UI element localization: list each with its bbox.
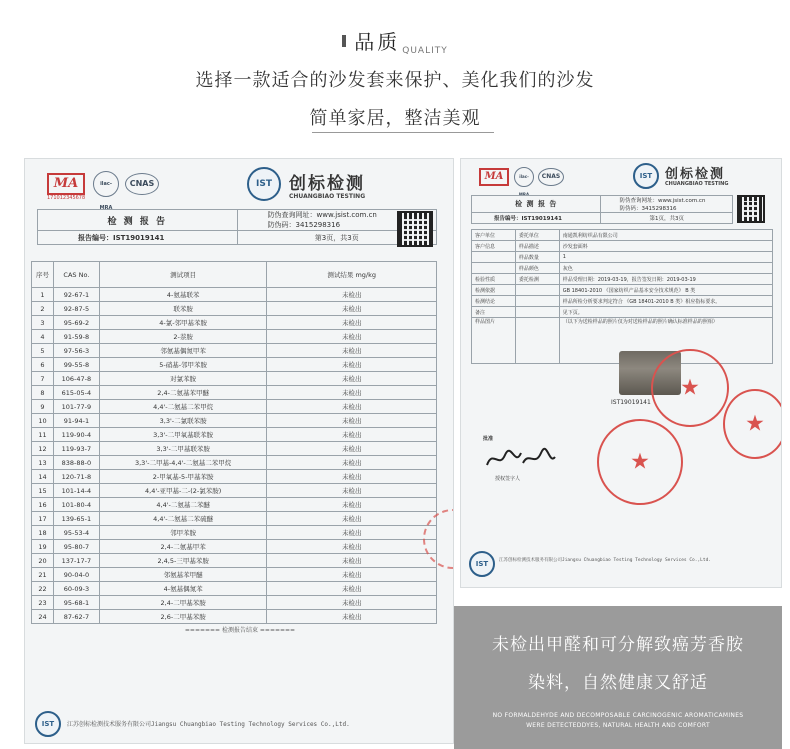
row-cas: 137-17-7 bbox=[53, 554, 99, 568]
row-index: 10 bbox=[32, 414, 54, 428]
overlay-en-1: NO FORMALDEHYDE AND DECOMPOSABLE CARCINOGENIC AROMATICAMINES bbox=[492, 712, 744, 719]
row-index: 16 bbox=[32, 498, 54, 512]
row-result: 未检出 bbox=[267, 512, 437, 526]
row-cas: 95-80-7 bbox=[53, 540, 99, 554]
row-cas: 91-94-1 bbox=[53, 414, 99, 428]
col-header-cas: CAS No. bbox=[53, 262, 99, 288]
table-row bbox=[32, 386, 437, 400]
ilac-logo-right: ilac-MRA bbox=[514, 167, 534, 187]
row-result: 未检出 bbox=[267, 400, 437, 414]
ist-logo-right: IST bbox=[633, 163, 659, 189]
report-header-table bbox=[37, 209, 437, 245]
row-result: 未检出 bbox=[267, 582, 437, 596]
row-index: 6 bbox=[32, 358, 54, 372]
red-seal-2 bbox=[723, 389, 782, 459]
row-index: 20 bbox=[32, 554, 54, 568]
row-index: 22 bbox=[32, 582, 54, 596]
info-row bbox=[472, 285, 773, 296]
row-item: 2,4-二氨基苯甲醚 bbox=[99, 386, 267, 400]
row-result: 未检出 bbox=[267, 568, 437, 582]
row-result: 未检出 bbox=[267, 414, 437, 428]
row-result: 未检出 bbox=[267, 498, 437, 512]
report-header-table-right bbox=[471, 195, 733, 224]
row-item: 4,4'-亚甲基-二-(2-氯苯胺) bbox=[99, 484, 267, 498]
page-info: 第3页，共3页 bbox=[237, 231, 437, 245]
row-index: 4 bbox=[32, 330, 54, 344]
info-label: 检测依据 bbox=[472, 285, 516, 296]
table-row bbox=[32, 498, 437, 512]
info-sublabel bbox=[515, 285, 559, 296]
brand-name-cn: 创标检测 bbox=[289, 174, 365, 194]
sample-info-table bbox=[471, 229, 773, 364]
row-cas: 92-67-1 bbox=[53, 288, 99, 302]
info-sublabel: 委托单位 bbox=[515, 230, 559, 241]
table-row bbox=[32, 568, 437, 582]
row-item: 4-氨基偶氮苯 bbox=[99, 582, 267, 596]
overlay-line-1: 未检出甲醛和可分解致癌芳香胺 bbox=[492, 635, 744, 655]
info-row bbox=[472, 274, 773, 285]
row-index: 8 bbox=[32, 386, 54, 400]
tagline-2: 简单家居，整洁美观 bbox=[309, 108, 481, 129]
row-cas: 90-04-0 bbox=[53, 568, 99, 582]
results-table bbox=[31, 261, 437, 624]
row-cas: 615-05-4 bbox=[53, 386, 99, 400]
info-sublabel: 样品数量 bbox=[515, 252, 559, 263]
row-index: 13 bbox=[32, 456, 54, 470]
info-value: （以下为送检样品的照片仅为对送检样品的照片确认标准样品的照相） bbox=[559, 318, 772, 364]
cnas-logo-right: CNAS bbox=[538, 168, 564, 186]
info-label: 样品图片 bbox=[472, 318, 516, 364]
info-label: 客户单位 bbox=[472, 230, 516, 241]
row-cas: 139-65-1 bbox=[53, 512, 99, 526]
sample-id: IST19019141 bbox=[611, 399, 651, 406]
col-header-item: 测试项目 bbox=[99, 262, 267, 288]
row-index: 24 bbox=[32, 610, 54, 624]
info-row bbox=[472, 307, 773, 318]
tagline-1: 选择一款适合的沙发套来保护、美化我们的沙发 bbox=[195, 70, 595, 91]
col-header-result: 测试结果 mg/kg bbox=[267, 262, 437, 288]
report-title: 检 测 报 告 bbox=[38, 210, 238, 231]
query-url-cell: 防伪查询网址：www.jsist.com.cn 防伪码：3415298316 bbox=[237, 210, 437, 231]
row-result: 未检出 bbox=[267, 344, 437, 358]
row-item: 4,4'-二氨基二苯甲烷 bbox=[99, 400, 267, 414]
row-result: 未检出 bbox=[267, 316, 437, 330]
row-cas: 92-87-5 bbox=[53, 302, 99, 316]
row-item: 邻甲苯胺 bbox=[99, 526, 267, 540]
footer-ist-logo: IST bbox=[35, 711, 61, 737]
row-result: 未检出 bbox=[267, 484, 437, 498]
table-row bbox=[32, 372, 437, 386]
table-row bbox=[32, 316, 437, 330]
row-index: 15 bbox=[32, 484, 54, 498]
info-value: 南通凯利纺织品有限公司 bbox=[559, 230, 772, 241]
row-index: 18 bbox=[32, 526, 54, 540]
row-index: 14 bbox=[32, 470, 54, 484]
row-item: 4-氨基联苯 bbox=[99, 288, 267, 302]
test-report-page-3 bbox=[24, 158, 454, 744]
ma-logo-right: MA bbox=[479, 168, 509, 186]
approval-label: 批准 bbox=[483, 436, 494, 442]
row-item: 2,4-二氨基甲苯 bbox=[99, 540, 267, 554]
section-header bbox=[0, 0, 790, 150]
row-cas: 91-59-8 bbox=[53, 330, 99, 344]
row-item: 邻氨基苯甲醚 bbox=[99, 568, 267, 582]
row-cas: 119-93-7 bbox=[53, 442, 99, 456]
info-label: 检测结论 bbox=[472, 296, 516, 307]
info-row bbox=[472, 263, 773, 274]
table-row bbox=[32, 526, 437, 540]
row-cas: 101-80-4 bbox=[53, 498, 99, 512]
heading-cn: 品质 bbox=[354, 30, 401, 54]
brand-name-cn-right: 创标检测 bbox=[665, 167, 726, 182]
row-result: 未检出 bbox=[267, 554, 437, 568]
page-info-right: 第1页，共3页 bbox=[601, 213, 733, 224]
row-item: 4,4'-二氨基二苯硫醚 bbox=[99, 512, 267, 526]
overlay-line-2: 染料，自然健康又舒适 bbox=[528, 673, 708, 693]
table-row bbox=[32, 414, 437, 428]
row-index: 2 bbox=[32, 302, 54, 316]
signatory-label: 授权签字人 bbox=[495, 476, 521, 482]
test-report-page-1 bbox=[460, 158, 782, 588]
seal-star-icon-3: ★ bbox=[630, 449, 650, 475]
table-row bbox=[32, 610, 437, 624]
table-row bbox=[32, 302, 437, 316]
info-value: 灰色 bbox=[559, 263, 772, 274]
row-cas: 97-56-3 bbox=[53, 344, 99, 358]
table-row bbox=[32, 582, 437, 596]
row-index: 3 bbox=[32, 316, 54, 330]
row-cas: 101-14-4 bbox=[53, 484, 99, 498]
heading-en: QUALITY bbox=[402, 46, 448, 56]
row-item: 对氯苯胺 bbox=[99, 372, 267, 386]
row-cas: 106-47-8 bbox=[53, 372, 99, 386]
heading-bar-icon bbox=[342, 35, 346, 47]
brand-name-en: CHUANGBIAO TESTING bbox=[289, 193, 366, 200]
row-result: 未检出 bbox=[267, 372, 437, 386]
row-result: 未检出 bbox=[267, 526, 437, 540]
quality-heading bbox=[0, 26, 790, 56]
table-row bbox=[32, 512, 437, 526]
row-cas: 101-77-9 bbox=[53, 400, 99, 414]
info-value: 见下页。 bbox=[559, 307, 772, 318]
ma-logo: MA bbox=[47, 173, 85, 195]
table-row bbox=[32, 596, 437, 610]
row-result: 未检出 bbox=[267, 288, 437, 302]
footer-ist-logo-right: IST bbox=[469, 551, 495, 577]
row-index: 7 bbox=[32, 372, 54, 386]
table-row bbox=[32, 358, 437, 372]
row-cas: 95-69-2 bbox=[53, 316, 99, 330]
row-cas: 95-53-4 bbox=[53, 526, 99, 540]
info-row bbox=[472, 252, 773, 263]
ist-logo: IST bbox=[247, 167, 281, 201]
info-value: 1 bbox=[559, 252, 772, 263]
row-item: 4-氯-邻甲基苯胺 bbox=[99, 316, 267, 330]
row-item: 2,4-二甲基苯胺 bbox=[99, 596, 267, 610]
table-row bbox=[32, 456, 437, 470]
table-row bbox=[32, 470, 437, 484]
row-item: 2,6-二甲基苯胺 bbox=[99, 610, 267, 624]
row-item: 联苯胺 bbox=[99, 302, 267, 316]
info-sublabel bbox=[515, 318, 559, 364]
row-index: 12 bbox=[32, 442, 54, 456]
info-label: 检验性质 bbox=[472, 274, 516, 285]
table-row bbox=[32, 484, 437, 498]
footer-company-right: 江苏创标检测技术服务有限公司Jiangsu Chuangbiao Testing Technology Services Co.,Ltd. bbox=[499, 558, 712, 563]
info-label: 客户信息 bbox=[472, 241, 516, 252]
info-row bbox=[472, 296, 773, 307]
row-item: 3,3'-二甲氧基联苯胺 bbox=[99, 428, 267, 442]
row-index: 9 bbox=[32, 400, 54, 414]
tagline-underline bbox=[312, 132, 494, 133]
row-index: 17 bbox=[32, 512, 54, 526]
table-row bbox=[32, 540, 437, 554]
info-value: GB 18401-2010 《国家纺织产品基本安全技术规范》 B 类 bbox=[559, 285, 772, 296]
info-label bbox=[472, 252, 516, 263]
red-seal-3 bbox=[597, 419, 683, 505]
info-value: 沙发套面料 bbox=[559, 241, 772, 252]
info-sublabel bbox=[515, 307, 559, 318]
report-title-right: 检 测 报 告 bbox=[472, 196, 601, 213]
info-sublabel: 样品颜色 bbox=[515, 263, 559, 274]
info-value: 样品受理日期：2019-03-19，报告签发日期：2019-03-19 bbox=[559, 274, 772, 285]
row-index: 1 bbox=[32, 288, 54, 302]
row-index: 23 bbox=[32, 596, 54, 610]
seal-star-icon-2: ★ bbox=[745, 411, 765, 437]
row-cas: 87-62-7 bbox=[53, 610, 99, 624]
row-cas: 95-68-1 bbox=[53, 596, 99, 610]
row-result: 未检出 bbox=[267, 386, 437, 400]
info-sublabel: 委托检测 bbox=[515, 274, 559, 285]
table-row bbox=[32, 330, 437, 344]
row-cas: 60-09-3 bbox=[53, 582, 99, 596]
row-cas: 838-88-0 bbox=[53, 456, 99, 470]
info-value: 样品所检分析要求判定符合 《GB 18401-2010 B 类》相应指标要求。 bbox=[559, 296, 772, 307]
info-sublabel: 样品描述 bbox=[515, 241, 559, 252]
row-item: 3,3'-二甲基-4,4'-二氨基二苯甲烷 bbox=[99, 456, 267, 470]
ilac-logo: ilac-MRA bbox=[93, 171, 119, 197]
row-result: 未检出 bbox=[267, 596, 437, 610]
row-result: 未检出 bbox=[267, 428, 437, 442]
info-row bbox=[472, 241, 773, 252]
info-sublabel bbox=[515, 296, 559, 307]
table-row bbox=[32, 428, 437, 442]
info-label: 备注 bbox=[472, 307, 516, 318]
info-row bbox=[472, 230, 773, 241]
row-index: 5 bbox=[32, 344, 54, 358]
report-number: 报告编号：IST19019141 bbox=[38, 231, 238, 245]
row-result: 未检出 bbox=[267, 470, 437, 484]
row-item: 3,3'-二甲基联苯胺 bbox=[99, 442, 267, 456]
info-label bbox=[472, 263, 516, 274]
cnas-logo: CNAS bbox=[125, 173, 159, 195]
row-result: 未检出 bbox=[267, 540, 437, 554]
footer-company: 江苏创标检测技术服务有限公司Jiangsu Chuangbiao Testing Technology Services Co.,Ltd. bbox=[67, 721, 350, 728]
row-result: 未检出 bbox=[267, 358, 437, 372]
row-cas: 99-55-8 bbox=[53, 358, 99, 372]
row-cas: 120-71-8 bbox=[53, 470, 99, 484]
col-header-index: 序号 bbox=[32, 262, 54, 288]
table-row bbox=[32, 344, 437, 358]
row-result: 未检出 bbox=[267, 610, 437, 624]
row-index: 19 bbox=[32, 540, 54, 554]
ma-number: 171012345678 bbox=[47, 195, 86, 201]
row-result: 未检出 bbox=[267, 330, 437, 344]
row-item: 3,3'-二氯联苯胺 bbox=[99, 414, 267, 428]
row-index: 11 bbox=[32, 428, 54, 442]
qr-code-right bbox=[737, 195, 765, 223]
row-cas: 119-90-4 bbox=[53, 428, 99, 442]
cert-logos-right bbox=[479, 167, 564, 197]
qr-code bbox=[397, 211, 433, 247]
row-item: 2,4,5-三甲基苯胺 bbox=[99, 554, 267, 568]
report-number-right: 报告编号：IST19019141 bbox=[472, 213, 601, 224]
overlay-en-2: WERE DETECTEDDYES, NATURAL HEALTH AND COMFORT bbox=[526, 722, 710, 729]
brand-name-en-right: CHUANGBIAO TESTING bbox=[665, 181, 729, 187]
row-item: 邻氨基偶氮甲苯 bbox=[99, 344, 267, 358]
report-end-note: ======= 检测报告结束 ======= bbox=[184, 627, 296, 634]
seal-star-icon: ★ bbox=[680, 375, 700, 401]
row-index: 21 bbox=[32, 568, 54, 582]
row-item: 2-甲氧基-5-甲基苯胺 bbox=[99, 470, 267, 484]
row-result: 未检出 bbox=[267, 456, 437, 470]
query-url-cell-right: 防伪查询网址：www.jsist.com.cn 防伪码：3415298316 bbox=[601, 196, 733, 213]
signature-image bbox=[483, 445, 559, 473]
red-seal-1 bbox=[651, 349, 729, 427]
row-item: 2-萘胺 bbox=[99, 330, 267, 344]
row-item: 5-硝基-邻甲苯胺 bbox=[99, 358, 267, 372]
table-row bbox=[32, 442, 437, 456]
row-result: 未检出 bbox=[267, 442, 437, 456]
table-row bbox=[32, 400, 437, 414]
row-result: 未检出 bbox=[267, 302, 437, 316]
feature-overlay bbox=[454, 606, 782, 749]
table-row bbox=[32, 554, 437, 568]
table-row bbox=[32, 288, 437, 302]
row-item: 4,4'-二氨基二苯醚 bbox=[99, 498, 267, 512]
